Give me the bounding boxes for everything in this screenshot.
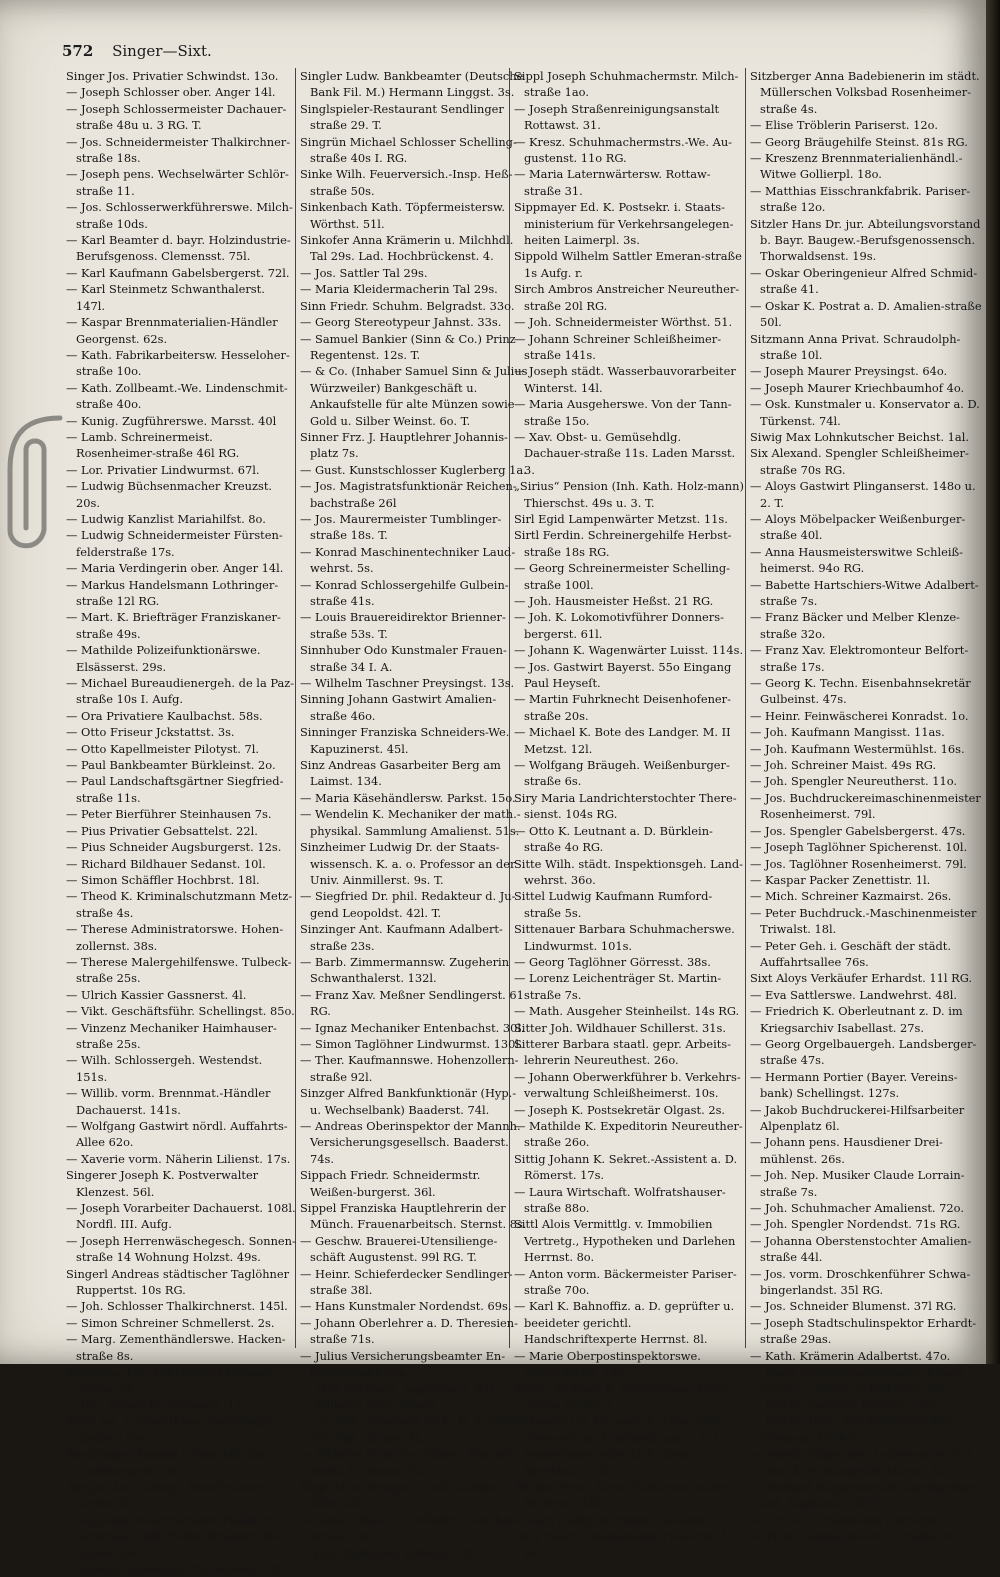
directory-entry: — Jos. vorm. Droschkenführer Schwa-bingerlandst. 35l RG.	[750, 1266, 971, 1298]
directory-entry: — Friedrich K. Oberleutnant z. D. im Kriegsarchiv Isabellast. 27s.	[750, 1004, 963, 1035]
directory-entry: — Klara Schreibwarenhandlg. Elisen-straße 7. Wohn. Schellingst. 60s.	[750, 1365, 967, 1396]
directory-entry: — Marg. Zementhändlerswe. Hacken-straße 8s.	[66, 1332, 286, 1363]
directory-entry: — Xaverie vorm. Näherin Lilienst. 17s.	[66, 1151, 291, 1166]
directory-entry: — Jos. Taglöhner Rosenheimerst. 79l.	[750, 856, 967, 871]
directory-entry: — Mich. Schreiner Kazmairst. 26s.	[750, 889, 952, 904]
directory-column-3	[514, 68, 744, 1560]
directory-entry: Siry Maria Landrichterstochter There-sienst. 104s RG.	[514, 790, 737, 822]
directory-entry: Sitty Peter Bureaudiener Frauenst. 12o RG.	[514, 1529, 743, 1560]
directory-entry: — Kreszenz Brennmaterialienhändl.-Witwe Gollierpl. 18o.	[750, 151, 963, 182]
directory-entry: — Kaspar Packer Zenettistr. 1l.	[750, 872, 931, 887]
directory-entry: — Karl K. Bahnoffiz. a. D. geprüfter u. beeideter gerichtl. Handschriftexperte Herrnst. 8l.	[514, 1299, 735, 1347]
directory-entry: Singer Jos. Privatier Schwindst. 13o.	[66, 69, 279, 83]
directory-entry: Sinzger Alfred Bankfunktionär (Hyp.- u. Wechselbank) Baaderst. 74l.	[300, 1086, 517, 1117]
directory-column-1	[66, 68, 296, 1576]
directory-entry: — Jos. Maurermeister Tumblinger-straße 18s. T.	[300, 511, 502, 543]
directory-entry: — Wilhelm Taschner Preysingst. 13s.	[300, 676, 515, 691]
directory-entry: Sinkofer Anna Krämerin u. Milchhdl. Tal 29s. Lad. Hochbrückenst. 4.	[300, 233, 514, 264]
directory-entry: — Ludwig Schneidermeister Fürsten-felderstraße 17s.	[66, 528, 283, 559]
directory-entry: Sitterer Barbara staatl. gepr. Arbeits-lehrerin Neureuthest. 26o.	[514, 1036, 731, 1068]
directory-entry: — Jakob Buchdruckerei-Hilfsarbeiter Alpenplatz 6l.	[750, 1102, 965, 1133]
directory-entry: — Peter Geh. i. Geschäft der städt. Auffahrtsallee 76s.	[750, 938, 951, 969]
directory-entry: — Markus Handelsmann Lothringer-straße 12l RG.	[66, 577, 279, 608]
directory-entry: — Joseph Maurer Preysingst. 64o.	[750, 364, 948, 379]
directory-entry: — Mathilde Polizeifunktionärswe. Elsässerst. 29s.	[66, 643, 261, 674]
directory-entry: — Joh. Taglöhner Kidlerst. 28l.	[300, 1545, 478, 1560]
directory-entry: — Lor. Privatier Lindwurmst. 67l.	[66, 462, 260, 477]
directory-entry: — Max Buchhalt. Augustenst. 92l.	[300, 1381, 497, 1396]
directory-entry: — Otto K. Leutnant a. D. Bürklein-straße 4o RG.	[514, 823, 713, 855]
directory-entry: — & Co. (Inhaber Samuel Sinn & Julius Würzweiler) Bankgeschäft u. Ankaufstelle für alte Münzen sowie Gold u. Silber Weinst. 6o. T.	[300, 364, 528, 428]
directory-entry: — Karl Beamter d. bayr. Holzindustrie-Berufsgenoss. Clemensst. 75l.	[66, 233, 291, 264]
directory-entry: — Joseph Maurer Kriechbaumhof 4o.	[750, 380, 965, 395]
directory-entry: Sirl Egid Lampenwärter Metzst. 11s.	[514, 511, 728, 526]
directory-entry: — Georg Bräugehilfe Steinst. 81s RG.	[750, 134, 968, 149]
directory-entry: — Otto Friseur Jckstattst. 3s.	[66, 725, 235, 740]
directory-entry: — Kunig. Zugführerswe. Marsst. 40l	[66, 413, 277, 428]
directory-entry: — Marie Oberpostinspektorswe. Schön-feldst. 19s.	[514, 1348, 701, 1380]
directory-entry: — Ulrich Kassier Gassnerst. 4l.	[66, 987, 247, 1002]
directory-entry: Sitte Wilh. städt. Inspektionsgeh. Land-wehrst. 36o.	[514, 856, 743, 887]
directory-entry: Sirtl Ferdin. Schreinergehilfe Herbst-straße 18s RG.	[514, 528, 732, 559]
directory-entry: Sippl Alois Metzger nördl. Auffahrts-Allee 63l.	[300, 1479, 513, 1511]
directory-entry: — Osk. Kunstmaler u. Konservator a. D. Türkenst. 74l.	[750, 397, 980, 428]
directory-entry: — Franz Bäcker und Melber Klenze-straße 32o.	[750, 610, 960, 641]
directory-entry: Sippmayer Ed. K. Postsekr. i. Staats-ministerium für Verkehrsangelegen-heiten Laimerpl. 3s.	[514, 200, 734, 248]
directory-entry: Sinkenbach Kath. Töpfermeistersw. Wörthst. 51l.	[300, 200, 506, 231]
directory-entry: Singler Ludw. Bankbeamter (Deutsche Bank Fil. M.) Hermann Linggst. 3s.	[300, 69, 524, 100]
directory-entry: — Vinzenz Mechaniker Haimhauser-straße 25s.	[66, 1020, 277, 1051]
directory-entry: — Babette Hartschiers-Witwe Adalbert-straße 7s.	[750, 577, 979, 608]
directory-entry: — Jos. Schneidermeister Thalkirchner-straße 18s.	[66, 134, 291, 166]
directory-entry: — Richard Bildhauer Sedanst. 10l.	[66, 856, 266, 871]
directory-entry: — Jos. Sattler Tal 29s.	[300, 265, 428, 280]
directory-entry: — Math. Ausgeher Steinheilst. 14s RG.	[514, 1004, 740, 1019]
directory-entry: — Siegfried Dr. phil. Redakteur d. Ju-gend Leopoldst. 42l. T.	[300, 889, 516, 920]
directory-entry: — Theod K. Kriminalschutzmann Metz-straße 4s.	[66, 889, 293, 920]
directory-entry: Sitzberger Anna Badebienerin im städt. Müllerschen Volksbad Rosenheimer-straße 4s.	[750, 69, 980, 116]
paper-clip-icon	[0, 410, 76, 560]
directory-entry: Singerer Joseph K. Postverwalter Klenzest. 56l.	[66, 1168, 259, 1199]
directory-entry: — Kresz. Schuhmachermstrs.-We. Au-gustenst. 11o RG.	[514, 134, 733, 166]
directory-entry: — Ludwig Kanzlist Mariahilfst. 8o.	[66, 511, 266, 526]
directory-entry: Siwig Max Lohnkutscher Beichst. 1al.	[750, 429, 969, 444]
directory-entry: — Elise Tröblerin Pariserst. 12o.	[750, 118, 938, 133]
directory-entry: Six Alexand. Spengler Schleißheimer-straße 70s RG.	[750, 446, 969, 477]
directory-entry: — Maria Laternwärtersw. Rottaw-straße 31.	[514, 167, 711, 198]
directory-entry: — Lamb. Schreinermeist. Rosenheimer-straße 46l RG.	[66, 429, 240, 461]
book-binding-edge	[986, 0, 1000, 1364]
directory-entry: — Martin Holz- und Kohlenhändler Klenzest. 45l RG.	[750, 1414, 953, 1445]
directory-entry: — Maria Ausgeherswe. Von der Tann-straße 15o.	[514, 397, 732, 428]
directory-entry: — Joseph Straßenreinigungsanstalt Rottawst. 31.	[514, 101, 720, 133]
directory-entry: Sippold Wilhelm Sattler Emeran-straße 1s Aufg. r.	[514, 249, 742, 280]
directory-entry: Sinke Wilh. Feuerversich.-Insp. Heß-straße 50s.	[300, 167, 513, 198]
directory-entry: — Georg Taglöhner Görresst. 38s.	[514, 954, 711, 969]
directory-entry: — Anton vorm. Bäckermeister Pariser-straße 70o.	[514, 1266, 737, 1298]
directory-entry: Sippl Joseph Schuhmachermstr. Milch-straße 1ao.	[514, 69, 739, 100]
directory-entry: — Maria Käsehändlersw. Parkst. 15o.	[300, 790, 516, 805]
directory-entry: Sittig Johann K. Sekret.-Assistent a. D. Römerst. 17s.	[514, 1151, 738, 1183]
directory-entry: — Xav. Obst- u. Gemüsehdlg. Dachauer-straße 11s. Laden Marsst. 3.	[514, 429, 736, 477]
directory-entry: — Paul Bankbeamter Bürkleinst. 2o.	[66, 758, 276, 773]
directory-entry: — Martin Gastwirt Kellerst. 28o.	[750, 1397, 939, 1412]
directory-entry: — Samuel Bankier (Sinn & Co.) Prinz Regentenst. 12s. T.	[300, 331, 516, 362]
directory-entry: — Wilh. Schlossergeh. Westendst. 151s.	[66, 1053, 263, 1084]
directory-entry: — Joseph Schlossermeister Dachauer-straße 48u u. 3 RG. T.	[66, 101, 287, 133]
directory-entry: Singrün Michael Schlosser Schelling-straße 40s I. RG.	[300, 134, 517, 166]
directory-entry: — Augustin Holzdrechsler Thalkirch-nerstraße 198b Wohn. Brudermühl-straße 20s.	[66, 1512, 283, 1560]
directory-entry: — Aloys Möbelpacker Weißenburger-straße 40l.	[750, 511, 966, 543]
directory-entry: — Karl Elektrotechniker Sedanst. 25o.	[514, 1512, 737, 1527]
directory-entry: — Ther. Kaufmannswe. Hohenzollern-straße 92l.	[300, 1053, 519, 1084]
column-divider	[745, 68, 746, 1348]
directory-entry: — Joh. Reisender Pariserst. 17l.	[66, 1397, 250, 1412]
directory-entry: — Thom. Sanitätsfeldw. Arnulfst. 81s.	[750, 1529, 968, 1544]
directory-entry: — Joseph Herrenwäschegesch. Sonnen-straße 14 Wohnung Holzst. 49s.	[66, 1233, 296, 1265]
directory-entry: — Louis Brauereidirektor Brienner-straße 53s. T.	[300, 610, 506, 641]
directory-entry: — Therese Malergehilfenswe. Tulbeck-straße 25s.	[66, 954, 292, 986]
directory-entry: Singerl Andreas städtischer Taglöhner Ruppertst. 10s RG.	[66, 1266, 290, 1298]
directory-entry: — Karl Kaufmann Gabelsbergerst. 72l.	[66, 265, 290, 280]
directory-entry: — Joh. Schuhmacher Amalienst. 72o.	[750, 1201, 964, 1216]
directory-column-4	[750, 68, 982, 1544]
directory-entry: — Kath. Zollbeamt.-We. Lindenschmit-straße 40o.	[66, 380, 288, 412]
directory-entry: — Wolfgang Gastwirt nördl. Auffahrts-Allee 62o.	[66, 1119, 288, 1150]
directory-entry: — Mart. K. Briefträger Franziskaner-straße 49s.	[66, 610, 281, 641]
directory-entry: — Johann K. Wagenwärter Luisst. 114s.	[514, 643, 744, 658]
directory-entry: — Joseph Stadtschulinspektor Erhardt-straße 29as.	[750, 1315, 977, 1347]
directory-entry: — Wilhelm siehe Meyer.	[300, 1397, 440, 1412]
directory-entry: — Heinr. Schieferdecker Sendlinger-straße 38l.	[300, 1266, 513, 1298]
directory-entry: — Julius Versicherungsbeamter En-huberstraße 3bs.	[300, 1348, 506, 1380]
directory-entry: — Anton Häute- u. Fellhdlr. Fleischer-straße 14s.	[300, 1512, 519, 1544]
directory-entry: — Joh. Spengler Nordendst. 71s RG.	[750, 1217, 961, 1232]
directory-entry: — Otto K. Schutzmann Herzogst. 75s.	[750, 1512, 969, 1527]
directory-entry: — Therese Administratorswe. Hohen-zollernst. 38s.	[66, 922, 284, 953]
directory-entry: — Johann Schreiner Schleißheimer-straße 141s.	[514, 331, 722, 362]
directory-entry: — Pius Privatier Gebsattelst. 22l.	[66, 823, 258, 838]
directory-entry: — Johann Oberwerkführer b. Verkehrs-verwaltung Schleißheimerst. 10s.	[514, 1069, 741, 1101]
directory-entry: — Ora Privatiere Kaulbachst. 58s.	[66, 708, 263, 723]
directory-entry: — Andreas Oberinspektor der Mannh. Versicherungsgesellsch. Baaderst. 74s.	[300, 1119, 521, 1166]
directory-entry: — Jos. Spengler Gabelsbergerst. 47s.	[750, 823, 966, 838]
directory-entry: — Johann Oberlehrer a. D. Theresien-straße 71s.	[300, 1315, 518, 1347]
directory-entry: Sitzmann Anna Privat. Schraudolph-straße 10l.	[750, 331, 961, 362]
directory-entry: — Michael Bürgermeister Landsgebge-ord. Sophienst. 5l RG.	[750, 1479, 977, 1511]
directory-entry: Sixt Aloys Verkäufer Erhardst. 11l RG.	[750, 971, 973, 986]
directory-entry: — Eva Sattlerswe. Landwehrst. 48l.	[750, 987, 958, 1002]
directory-entry: Sinnhuber Odo Kunstmaler Frauen-straße 34 I. A.	[300, 643, 507, 674]
directory-entry: Sittmann Gg. Dr. med. K. Univ.-Prof. Oberarzt am Krankenhause r. d. J. Maximilianstraße 12 Entresol. T. Sprechst. 3—4.	[514, 1414, 724, 1478]
directory-entry: — Georg Schreinermeister Schelling-straße 100l.	[514, 561, 731, 592]
directory-entry: — Simon Schäffler Hochbrst. 18l.	[66, 872, 260, 887]
directory-entry: — Michael Bureaudienergeh. de la Paz-straße 10s I. Aufg.	[66, 676, 295, 707]
directory-entry: — Hans Kunstmaler Nordendst. 69s.	[300, 1299, 512, 1314]
directory-entry: — Joh. Kaufmann Westermühlst. 16s.	[750, 741, 965, 756]
directory-entry: — Laura Wirtschaft. Wolfratshauser-straße 88o.	[514, 1184, 726, 1216]
directory-entry: — Jos. Gastwirt Bayerst. 55o Eingang Paul Heyseſt.	[514, 659, 732, 691]
directory-entry: — Hermann Portier (Bayer. Vereins-bank) Schellingst. 127s.	[750, 1069, 958, 1101]
directory-entry: — Joseph städt. Wasserbauvorarbeiter Winterst. 14l.	[514, 364, 736, 395]
directory-entry: Sitzler Hans Dr. jur. Abteilungsvorstand b. Bayr. Baugew.-Berufsgenossensch. Thorwaldsenst. 19s.	[750, 216, 981, 264]
directory-entry: — Karl Steinmetz Schwanthalerst. 147l.	[66, 282, 265, 313]
directory-entry: — Joh. Hausmeister Heßst. 21 RG.	[514, 594, 714, 608]
directory-entry: — Anna Hausmeisterswitwe Schleiß-heimerst. 94o RG.	[750, 544, 963, 576]
directory-entry: Sittenauer Barbara Schuhmacherswe. Lindwurmst. 101s.	[514, 922, 735, 953]
directory-entry: — Kath. Krämerin Adalbertst. 47o.	[750, 1348, 951, 1363]
directory-entry: — Jos. Buchdruckereimaschinenmeister Rosenheimerst. 79l.	[750, 790, 981, 822]
directory-entry: Singhofer Joh. Kohlenlader Elsässer-straße 19l.	[66, 1365, 279, 1396]
directory-entry: — Aloys Gastwirt Plinganserst. 148o u. 2. T.	[750, 479, 976, 510]
directory-entry: — Konrad Maschinentechniker Laud-wehrst. 5s.	[300, 544, 516, 576]
directory-entry: — Joh. Kaufmann Mangisst. 11as.	[750, 725, 945, 740]
directory-entry: — Willib. vorm. Brennmat.-Händler Dachauerst. 141s.	[66, 1086, 271, 1117]
directory-entry: Sinner Frz. J. Hauptlehrer Johannis-platz 7s.	[300, 429, 508, 461]
directory-entry: — Franz Xav. Elektromonteur Belfort-straße 17s.	[750, 643, 969, 674]
directory-entry: — Georg K. Techn. Eisenbahnsekretär Gulbeinst. 47s.	[750, 676, 971, 707]
directory-entry: — Vikt. Geschäftsführ. Schellingst. 85o.	[66, 1004, 295, 1019]
directory-entry: Sinninger Franziska Schneiders-We. Kapuzinerst. 45l.	[300, 725, 510, 756]
directory-entry: — Michael K. Bote des Landger. M. II Metzst. 12l.	[514, 725, 731, 756]
directory-entry: — Simon Schreiner Schmellerst. 2s.	[66, 1315, 275, 1330]
directory-entry: — Mathilde K. Expeditorin Neureuther-straße 26o.	[514, 1119, 743, 1150]
page-header	[62, 42, 762, 64]
directory-entry: „Sirius“ Pension (Inh. Kath. Holz-mann) Thierschst. 49s u. 3. T.	[514, 479, 744, 510]
directory-entry: — Joh. Spengler Neureutherst. 11o.	[750, 774, 958, 789]
directory-entry: Singlspieler-Restaurant Sendlinger straße 29. T.	[300, 101, 504, 133]
directory-entry: — Joseph Vorarbeiter Dachauerst. 108l. Nordfl. III. Aufg.	[66, 1201, 296, 1232]
directory-entry: Sittner Franz Xaver Elektrotechniker Belfortst. 10l.	[514, 1479, 730, 1511]
directory-entry: — Georg Orgelbauergeh. Landsberger-straße 47s.	[750, 1036, 977, 1068]
directory-entry: — Lorenz Leichenträger St. Martin-straße 7s.	[514, 971, 722, 1002]
directory-entry: — Johanna Oberstenstochter Amalien-straße 44l.	[750, 1233, 972, 1265]
directory-entry: — Joseph pens. Wechselwärter Schlör-straße 11.	[66, 167, 289, 198]
directory-entry: — Jos. Magistratsfunktionär Reichen-bachstraße 26l	[300, 479, 517, 510]
directory-entry: — Jos. Schlosserwerkführerswe. Milch-straße 10ds.	[66, 200, 293, 231]
directory-entry: — Joseph Schlosser ober. Anger 14l.	[66, 85, 276, 100]
directory-entry: — Joseph K. Postsekretär Olgast. 2s.	[514, 1102, 726, 1117]
directory-entry: — Oskar Oberingenieur Alfred Schmid-straße 41.	[750, 265, 978, 297]
directory-entry: Sippel Franziska Hauptlehrerin der Münch. Frauenarbeitsch. Sternst. 8s.	[300, 1201, 527, 1232]
directory-entry: Sinning Johann Gastwirt Amalien-straße 46o.	[300, 692, 497, 723]
directory-entry: — Simon Taglöhner Lindwurmst. 130l.	[300, 1036, 523, 1051]
directory-entry: — Martin Magaziner Lothringerst. 52l.	[750, 1447, 976, 1462]
directory-entry: — Maria Verdingerin ober. Anger 14l.	[66, 561, 284, 576]
directory-entry: Sittel Ludwig Kaufmann Rumford-straße 5s.	[514, 889, 713, 920]
directory-entry: — Peter Bierführer Steinhausen 7s.	[66, 807, 272, 822]
directory-entry: — Kaspar Brennmaterialien-Händler Georgenst. 62s.	[66, 315, 278, 346]
directory-entry: — Johann pens. Hausdiener Drei-mühlenst. 26s.	[750, 1135, 943, 1166]
directory-entry: — Max K. Postsekretär Marsst. 6al.	[750, 1463, 955, 1478]
directory-entry: — Maria Kleidermacherin Tal 29s.	[300, 282, 498, 297]
directory-entry: — Jos. Schneider Blumenst. 37l RG.	[750, 1299, 957, 1314]
directory-entry: — Dr. Wilh. Oberarzt im K. B. 3. Feld-Art.-Rgt. Olgast. 4s.	[300, 1414, 517, 1445]
directory-entry: Singldinger Kaspar Lohnschlächter Tumblingerst. 26s.	[66, 1447, 271, 1478]
directory-entry: Singler Ant. Lithogr. Baierbrunner-straße 8l.	[66, 1479, 270, 1511]
directory-entry: — Kath. Fabrikarbeitersw. Hesseloher-straße 10o.	[66, 347, 290, 379]
directory-entry: Sippach Friedr. Schneidermstr. Weißen-burgerst. 36l.	[300, 1168, 481, 1199]
directory-entry: — Ignaz Mechaniker Entenbachst. 30l.	[300, 1020, 525, 1035]
directory-entry: — Konrad Schlossergehilfe Gulbein-straße 41s.	[300, 577, 509, 608]
directory-entry: — Wolfgang Bräugeh. Weißenburger-straße 6s.	[514, 758, 730, 789]
directory-entry: Singl Jos. Fuhrwerkbes. Ismaninger-straße 130o.	[66, 1414, 278, 1445]
directory-entry: — Joh. Schlosser Thalkirchnerst. 145l.	[66, 1299, 288, 1314]
directory-entry: — Joseph Tapezierer Theresienst. 71l.	[66, 1561, 286, 1576]
directory-entry: — Geschw. Brauerei-Utensilienge-schäft Augustenst. 99l RG. T.	[300, 1233, 498, 1265]
directory-entry: — Joh. Schreiner Maist. 49s RG.	[750, 758, 937, 773]
directory-entry: — Georg Stereotypeur Jahnst. 33s.	[300, 315, 502, 330]
directory-entry: — Joh. Nep. Musiker Claude Lorrain-straße 7s.	[750, 1168, 965, 1199]
directory-entry: — Oskar K. Postrat a. D. Amalien-straße 50l.	[750, 298, 982, 330]
running-title: Singer—Sixt.	[112, 42, 212, 60]
directory-entry: Sitter Joh. Wildhauer Schillerst. 31s.	[514, 1020, 727, 1035]
directory-entry: — Heinr. Feinwäscherei Konradst. 1o.	[750, 708, 969, 723]
directory-entry: Sinzinger Ant. Kaufmann Adalbert-straße 23s.	[300, 922, 503, 953]
directory-entry: Sittl Alois Vermittlg. v. Immobilien Vertretg., Hypotheken und Darlehen Herrnst. 8o.	[514, 1217, 736, 1265]
directory-entry: — Martin Fuhrknecht Deisenhofener-straße 20s.	[514, 692, 731, 723]
directory-entry: — Pius Schneider Augsburgerst. 12s.	[66, 840, 282, 855]
directory-entry: Sinn Friedr. Schuhm. Belgradst. 33o.	[300, 298, 515, 313]
directory-entry: Sinzheimer Ludwig Dr. der Staats-wissensch. K. a. o. Professor an der Univ. Ainmillerst. 9s. T.	[300, 840, 516, 887]
directory-entry: — Matthias Eisschrankfabrik. Pariser-straße 12o.	[750, 183, 971, 215]
directory-entry: — Wendelin K. Mechaniker der math.-physikal. Sammlung Amalienst. 51s.	[300, 807, 521, 838]
directory-entry: — Peter Buchdruck.-Maschinenmeister Triwalst. 18l.	[750, 905, 977, 937]
directory-entry: — Joh. Schneidermeister Wörthst. 51.	[514, 315, 733, 330]
directory-column-2	[300, 68, 530, 1560]
directory-entry: — Joh. K. Lokomotivführer Donners-bergerst. 61l.	[514, 610, 724, 641]
directory-entry: — Wilhelm Prokurist (Bayer. Handels-Bank) Mitterest. 8s.	[300, 1447, 519, 1478]
directory-entry: — Barb. Zimmermannsw. Zugeherin Schwanthalerst. 132l.	[300, 954, 510, 986]
page-number: 572	[62, 42, 94, 60]
directory-entry: Sirch Ambros Anstreicher Neureuther-straße 20l RG.	[514, 282, 740, 313]
directory-entry: — Franz Xav. Meßner Sendlingerst. 61 RG.	[300, 987, 524, 1019]
directory-entry: — Paul Landschaftsgärtner Siegfried-straße 11s.	[66, 774, 284, 805]
directory-entry: Sittler Andreas K. Schutzmann Mars-straße 62 RG. I.	[514, 1381, 731, 1412]
directory-entry: — Otto Kapellmeister Pilotyst. 7l.	[66, 741, 260, 756]
directory-entry: — Ludwig Büchsenmacher Kreuzst. 20s.	[66, 479, 273, 510]
directory-entry: — Joseph Taglöhner Spicherenst. 10l.	[750, 840, 968, 855]
directory-entry: Sinz Andreas Gasarbeiter Berg am Laimst. 134.	[300, 758, 501, 789]
directory-entry: — Gust. Kunstschlosser Kuglerberg 1a.	[300, 462, 527, 477]
